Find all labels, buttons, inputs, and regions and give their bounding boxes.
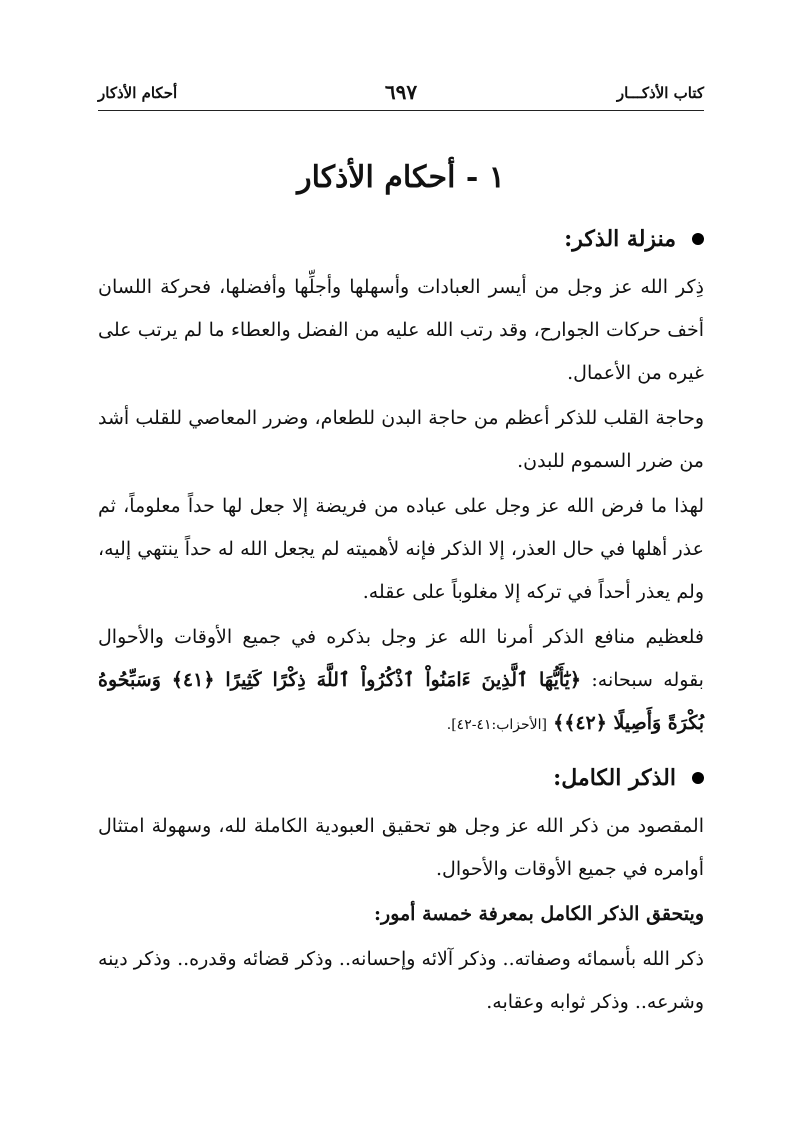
bullet-icon <box>692 772 704 784</box>
section-heading-text: منزلة الذكر: <box>564 226 676 252</box>
subheading: ويتحقق الذكر الكامل بمعرفة خمسة أمور: <box>374 903 704 925</box>
main-content <box>98 226 704 1026</box>
section-heading <box>98 226 704 252</box>
page-title: ١ - أحكام الأذكار <box>297 160 505 195</box>
page-header <box>98 80 704 111</box>
book-title: كتاب الأذكـــار <box>616 84 704 102</box>
paragraph: ذكر الله بأسمائه وصفاته.. وذكر آلائه وإحسانه.. وذكر قضائه وقدره.. وذكر دينه وشرعه.. وذكر ثوابه وعقابه. <box>98 948 704 1013</box>
quran-paragraph <box>98 616 704 747</box>
paragraph: وحاجة القلب للذكر أعظم من حاجة البدن للطعام، وضرر المعاصي للقلب أشد من ضرر السموم للبدن. <box>98 407 704 472</box>
paragraph: المقصود من ذكر الله عز وجل هو تحقيق العبودية الكاملة لله، وسهولة امتثال أوامره في جميع الأوقات والأحوال. <box>98 815 704 880</box>
quran-reference: [الأحزاب:٤١-٤٢]. <box>446 717 548 733</box>
section-heading-text: الذكر الكامل: <box>553 765 676 791</box>
section-heading <box>98 765 704 791</box>
page-number: ٦٩٧ <box>384 80 418 104</box>
bullet-icon <box>692 233 704 245</box>
paragraph: ذِكر الله عز وجل من أيسر العبادات وأسهلها وأجلِّها وأفضلها، فحركة اللسان أخف حركات الجوارح، وقد رتب الله عليه من الفضل والعطاء ما لم يرتب على غيره من الأعمال. <box>98 276 704 384</box>
chapter-title: أحكام الأذكار <box>98 84 178 102</box>
paragraph: لهذا ما فرض الله عز وجل على عباده من فريضة إلا جعل لها حداً معلوماً، ثم عذر أهلها في حال العذر، إلا الذكر فإنه لأهميته لم يجعل الله له حداً ينتهي إليه، ولم يعذر أحداً في تركه إلا مغلوباً على عقله. <box>98 495 704 603</box>
quran-verse: ﴿يَٰٓأَيُّهَا ٱلَّذِينَ ءَامَنُواْ ٱذْكُرُواْ ٱللَّهَ ذِكْرًا كَثِيرًا ﴿٤١﴾ وَسَبِّحُوهُ بُكْرَةً وَأَصِيلًا ﴿٤٢﴾﴾ <box>98 669 704 734</box>
quran-intro: فلعظيم منافع الذكر أمرنا الله عز وجل بذكره في جميع الأوقات والأحوال بقوله سبحانه: <box>98 626 704 691</box>
